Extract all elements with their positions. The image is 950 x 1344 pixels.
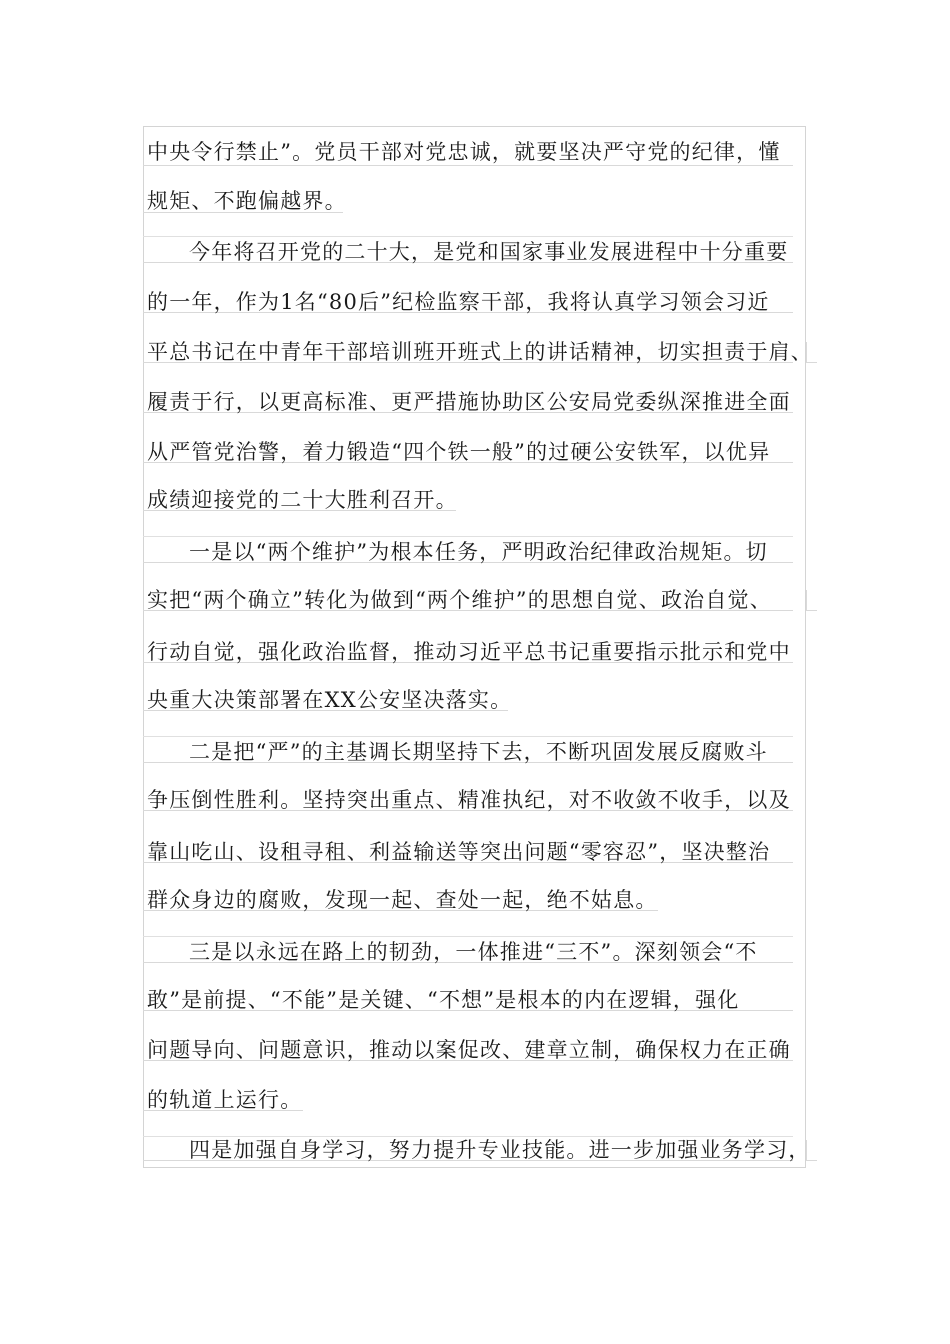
paragraph-5-line-3: 问题导向、问题意识，推动以案促改、建章立制，确保权力在正确 [147,1038,791,1062]
paragraph-2-line-6: 成绩迎接党的二十大胜利召开。 [147,488,458,512]
paragraph-2-line-4: 履责于行，以更高标准、更严措施协助区公安局党委纵深推进全面 [147,390,791,414]
paragraph-5-line-2: 敢”是前提、“不能”是关键、“不想”是根本的内在逻辑，强化 [147,988,740,1012]
paragraph-1-line-2: 规矩、不跑偏越界。 [147,189,347,213]
paragraph-1-line-1: 中央令行禁止”。党员干部对党忠诚，就要坚决严守党的纪律，懂 [147,140,781,164]
paragraph-3-line-2: 实把“两个确立”转化为做到“两个维护”的思想自觉、政治自觉、 [147,588,772,612]
paragraph-6-line-1: 四是加强自身学习，努力提升专业技能。进一步加强业务学习， [189,1138,811,1162]
paragraph-4-line-4: 群众身边的腐败，发现一起、查处一起，绝不姑息。 [147,888,658,912]
paragraph-3-line-1: 一是以“两个维护”为根本任务，严明政治纪律政治规矩。切 [189,540,768,564]
overflow-mark [806,590,817,611]
paragraph-2-line-2: 的一年，作为1名“80后”纪检监察干部，我将认真学习领会习近 [147,290,770,314]
paragraph-5-line-1: 三是以永远在路上的韧劲，一体推进“三不”。深刻领会“不 [189,940,758,964]
paragraph-2-line-3: 平总书记在中青年干部培训班开班式上的讲话精神，切实担责于肩、 [147,340,813,364]
paragraph-4-line-3: 靠山吃山、设租寻租、利益输送等突出问题“零容忍”，坚决整治 [147,840,771,864]
paragraph-2-line-1: 今年将召开党的二十大，是党和国家事业发展进程中十分重要 [189,240,789,264]
paragraph-2-line-5: 从严管党治警，着力锻造“四个铁一般”的过硬公安铁军，以优异 [147,440,771,464]
paragraph-5-line-4: 的轨道上运行。 [147,1088,303,1112]
paragraph-3-line-3: 行动自觉，强化政治监督，推动习近平总书记重要指示批示和党中 [147,640,791,664]
paragraph-4-line-1: 二是把“严”的主基调长期坚持下去，不断巩固发展反腐败斗 [189,740,768,764]
paragraph-4-line-2: 争压倒性胜利。坚持突出重点、精准执纪，对不收敛不收手，以及 [147,788,791,812]
paragraph-3-line-4: 央重大决策部署在XX公安坚决落实。 [147,688,513,712]
